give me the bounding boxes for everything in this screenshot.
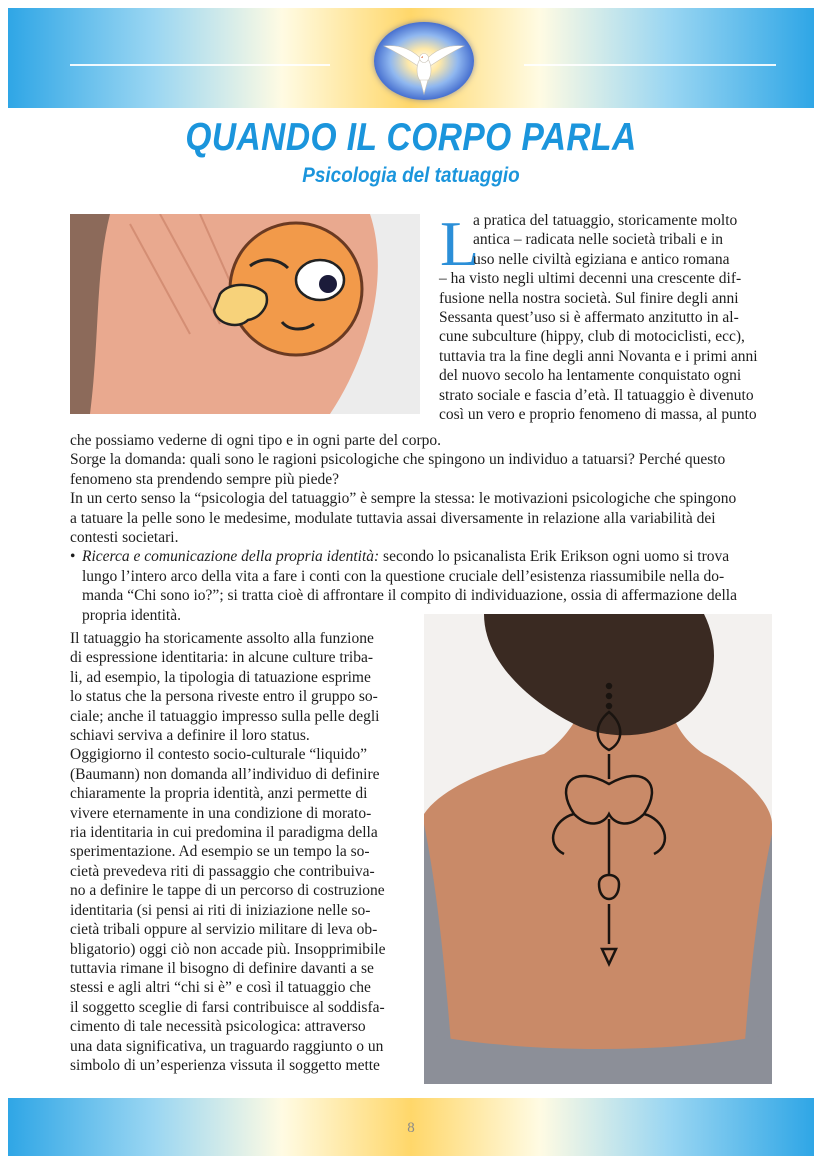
article-title: QUANDO IL CORPO PARLA	[185, 116, 637, 159]
page-number: 8	[407, 1120, 415, 1136]
dove-icon	[374, 22, 474, 100]
column-line: il soggetto sceglie di farsi contribuisce al soddisfa-	[70, 998, 385, 1016]
body-line: contesti societari.	[70, 529, 179, 547]
intro-line: così un vero e proprio fenomeno di massa, al punto	[439, 406, 757, 424]
back-tattoo-photo	[424, 614, 772, 1084]
bullet-line: propria identità.	[82, 606, 181, 624]
body-line: fenomeno sta prendendo sempre più piede?	[70, 470, 340, 488]
column-line: bligatorio) oggi ciò non accade più. Insopprimibile	[70, 940, 386, 958]
drop-cap: L	[440, 208, 480, 279]
intro-line: strato sociale e fascia d’età. Il tatuaggio è divenuto	[439, 386, 754, 404]
intro-line: antica – radicata nelle società tribali e in	[473, 231, 724, 249]
intro-line: cune subculture (hippy, club di motociclisti, ecc),	[439, 328, 745, 346]
column-line: (Baumann) non domanda all’individuo di definire	[70, 765, 380, 783]
column-line: Oggigiorno il contesto socio-culturale “liquido”	[70, 746, 368, 764]
intro-paragraph	[439, 208, 775, 424]
intro-line: tuttavia tra la fine degli anni Novanta e i primi anni	[439, 347, 758, 365]
column-line: ciale; anche il tatuaggio impresso sulla pelle degli	[70, 707, 380, 725]
column-line: cimento di tale necessità psicologica: attraverso	[70, 1018, 366, 1036]
column-line: vivere eternamente in una condizione di morato-	[70, 804, 372, 822]
body-line: Sorge la domanda: quali sono le ragioni psicologiche che spingono un individuo a tatuarsi? Perché questo	[70, 451, 726, 469]
body-paragraphs	[70, 431, 776, 625]
body-line: a tatuare la pelle sono le medesime, modulate tuttavia assai diversamente in relazione alla variabilità dei	[70, 509, 716, 527]
article-subtitle: Psicologia del tatuaggio	[302, 164, 520, 187]
header-rule-right	[524, 64, 776, 66]
intro-line: del nuovo secolo ha lentamente conquistato ogni	[439, 367, 742, 385]
column-line: schiavi serviva a definire il loro status.	[70, 727, 310, 745]
column-line: li, ad esempio, la tipologia di tatuazione esprime	[70, 668, 371, 686]
bullet-line: lungo l’intero arco della vita a fare i conti con la questione cruciale dell’esistenza riassumibile nella do-	[82, 567, 725, 585]
column-line: simbolo di un’esperienza vissuta il soggetto mette	[70, 1056, 380, 1074]
bullet-heading: Ricerca e comunicazione della propria identità:	[82, 548, 380, 566]
column-line: Il tatuaggio ha storicamente assolto alla funzione	[70, 630, 374, 647]
bullet-first-line: secondo lo psicanalista Erik Erikson ogni uomo si trova	[379, 548, 730, 566]
body-line: che possiamo vederne di ogni tipo e in ogni parte del corpo.	[70, 432, 442, 449]
column-paragraphs	[70, 629, 406, 1075]
column-line: stessi e agli altri “chi si è” e così il tatuaggio che	[70, 979, 371, 997]
intro-line: a pratica del tatuaggio, storicamente molto	[473, 212, 738, 229]
column-line: cietà tribali oppure al servizio militare di leva ob-	[70, 921, 378, 939]
column-line: sperimentazione. Ad esempio se un tempo la so-	[70, 843, 370, 861]
column-line: cietà prevedeva riti di passaggio che contribuiva-	[70, 862, 375, 880]
column-line: tuttavia rimane il bisogno di definire davanti a se	[70, 959, 374, 977]
column-line: ria identitaria in cui predomina il paradigma della	[70, 824, 378, 842]
intro-line: uso nelle civiltà egiziana e antico romana	[473, 250, 730, 268]
column-line: lo status che la persona riveste entro il gruppo so-	[70, 688, 378, 706]
column-line: no a definire le tappe di un percorso di costruzione	[70, 882, 385, 900]
column-line: identitaria (si pensi ai riti di iniziazione nelle so-	[70, 901, 371, 919]
intro-line: Sessanta quest’uso si è affermato anzitutto in al-	[439, 309, 739, 327]
column-line: una data significativa, un traguardo raggiunto o un	[70, 1037, 384, 1055]
intro-line: fusione nella nostra società. Sul finire degli anni	[439, 289, 739, 307]
column-line: di espressione identitaria: in alcune culture triba-	[70, 649, 373, 667]
body-line: In un certo senso la “psicologia del tatuaggio” è sempre la stessa: le motivazioni psicologiche che spingono	[70, 490, 737, 508]
bullet-marker: •	[70, 548, 76, 566]
hand-tattoo-photo	[70, 214, 420, 414]
bullet-line: manda “Chi sono io?”; si tratta cioè di affrontare il compito di individuazione, ossia di affermazione della	[82, 587, 737, 605]
header-rule-left	[70, 64, 330, 66]
column-line: chiaramente la propria identità, anzi permette di	[70, 785, 368, 803]
intro-line: – ha visto negli ultimi decenni una crescente dif-	[439, 270, 742, 288]
